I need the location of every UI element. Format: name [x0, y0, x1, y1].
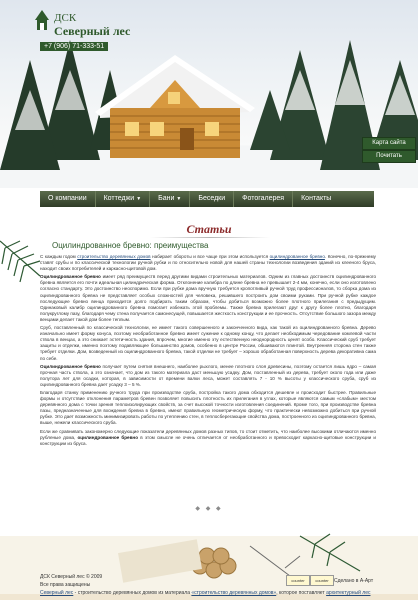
rights-text: Все права защищены	[40, 582, 91, 588]
read-button[interactable]: Почитать	[362, 150, 416, 163]
nav-item-about[interactable]: О компании	[40, 191, 96, 207]
sitemap-button[interactable]: Карта сайта	[362, 137, 416, 150]
chevron-down-icon: ▼	[136, 196, 142, 202]
link-site[interactable]: Северный лес	[40, 590, 74, 596]
article-paragraph: Если же сравнивать закономерно следующие показатели деревянных домов разных типов, то стоит отметить, что наиболее высокими отличаются именно рубленые дома, оцилиндрованное бревно в этом смысле не очень отличается от необработанного и превосходит каркасно-щитовые конструкции и конструкции из бруса.	[40, 428, 376, 446]
article-paragraph: Сруб, поставленный по классической технологии, не имеет такого совершенного и законченного вида, как такой из оцилиндрованного бревна. Дерево изначально имеет форму конуса, поэтому необработанное бревно имеет сужение к одному концу, что делает необходимым чередование комлевой части ствола в венцах, а это снижает эстетичность здания, впрочем, многие именно эту естественную неоднородность ценят особо. Классический сруб требует защиты и отделки, именно поэтому подавляющее большинство домов, особенно в центре России, обшиваются плинтой. Внутренняя сторона стен также требует отделки. Дом, возведенный из оцилиндрованного бревна, такой отделки не требует – хорошо обработанная поверхность дерева декоративна сама по себе.	[40, 325, 376, 361]
link-architect-wood[interactable]: архитектурный лес	[326, 590, 371, 596]
phone-number: +7 (906) 71-333-51	[40, 42, 108, 51]
page-title: Статьи	[186, 222, 232, 236]
link-rounded-log[interactable]: оцилиндрованное бревно	[269, 254, 325, 259]
article-paragraph: С каждым годом строительство деревянных домов набирает обороты и все чаще при этом используется оцилиндрованное бревно. Конечно, по-прежнему ставят срубы и по классической технологии ручной рубки и по относительно новой для нашей страны технологии возведения зданий из клееного бруса, находит своих потребителей и каркасно-щитовой дом.	[40, 254, 376, 272]
logo-line1: ДСК	[54, 12, 77, 24]
article-paragraph: Оцилиндрованное бревно получает путем снятия внешнего, наиболее рыхлого, менее плотного слоя древесины, поэтому остается лишь ядро – самая прочная часть ствола, а это означает, что дом из такого материала даст меньшую усадку. Дом, поставленный из дерева, требует около года или даже полутора лет для осадки, которая, в зависимости от времени валки леса, может составлять 7 - 10 % высоты у классического сруба, сруб из оцилиндрованного бревна дает усадку 3 – 5 %.	[40, 363, 376, 387]
nav-item-saunas[interactable]: Бани ▼	[150, 191, 190, 207]
nav-item-gallery[interactable]: Фотогалерея	[234, 191, 293, 207]
link-material[interactable]: «строительство деревянных домов»	[191, 590, 277, 596]
link-wooden-houses[interactable]: строительство деревянных домов	[77, 254, 151, 259]
counter-badge[interactable]: counter	[286, 575, 310, 586]
article-body	[40, 254, 376, 449]
house-logo-icon	[34, 8, 50, 32]
nav-item-contacts[interactable]: Контакты	[301, 195, 332, 202]
article-title: Оцилиндрованное бревно: преимущества	[52, 241, 209, 250]
nav-item-gazebos[interactable]: Беседки	[190, 191, 234, 207]
logo-line2: Северный лес	[54, 24, 131, 38]
title-divider	[150, 237, 270, 238]
header-hero	[0, 0, 418, 188]
article-paragraph: Оцилиндрованное бревно имеет ряд преимуществ перед другими видами строительных материалов. Одним из главных достоинств оцилиндрованного бревна является его почти идеальная цилиндрическая форма. Отклонение калибра по длине бревна не превышает 2-4 мм, конечно, если оно изготовлено согласно стандарту. Это достоинство неоспоримо. Если при рубке дома вручную требуется кропотливый ручной труд профессионалов, то сборка дома из оцилиндрованного бревна не представляет особых сложностей для человека, решившего построить дом своими руками. При ручной рубке каждое последующее бревно венца приходится долго подбирать таким образом, чтобы добиться возможно более плотного прилегания с предыдущим. Одинаковый калибр оцилиндрованного бревна помогает избежать этой проблемы. Также бревна прилегают друг к другу более плотно, благодаря полукруглому пазу, благодаря чему стена получается самонесущей, повышается жесткость конструкции и ее прочность. Отсутствие большого зазора между венцами делает такой дом более теплым.	[40, 274, 376, 322]
made-by-link[interactable]: Сделано в А-Арт	[334, 578, 374, 584]
chevron-down-icon: ▼	[176, 196, 182, 202]
footer-description: Северный лес - строительство деревянных домов из материала «строительство деревянных домов», которое поставляет архитектурный лес	[40, 590, 371, 596]
nav-item-cottages[interactable]: Коттеджи ▼	[96, 191, 151, 207]
main-nav	[40, 191, 374, 207]
copyright-text: ДСК Северный лес © 2009	[40, 574, 103, 580]
counter-badge[interactable]: counter	[310, 575, 334, 586]
ornament-divider: ◆ ◆ ◆	[195, 506, 223, 512]
article-paragraph: Благодаря станку применению ручного труда при производстве сруба, постройка такого дома обходится дешевле и происходит быстрее. Правильные формы и отсутствие отклонения параметров бревен позволяет повысить плотность их прилегания в углах, которые являются самым «слабым» местом деревянного дома с точки зрения теплоизолирующих свойств, за счет высокой точности изготовления соединений. Кроме того, при производстве бревна пазы, предназначенные для вхождения бревна в бревно, имеют правильную геометрическую форму, что практически невозможно добиться при ручной рубке. Это дает возможность минимизировать работы по утеплению стен, в теплосберегающие свойства дома, построенного из оцилиндрованного бревна, выше, нежели классического сруба.	[40, 389, 376, 426]
